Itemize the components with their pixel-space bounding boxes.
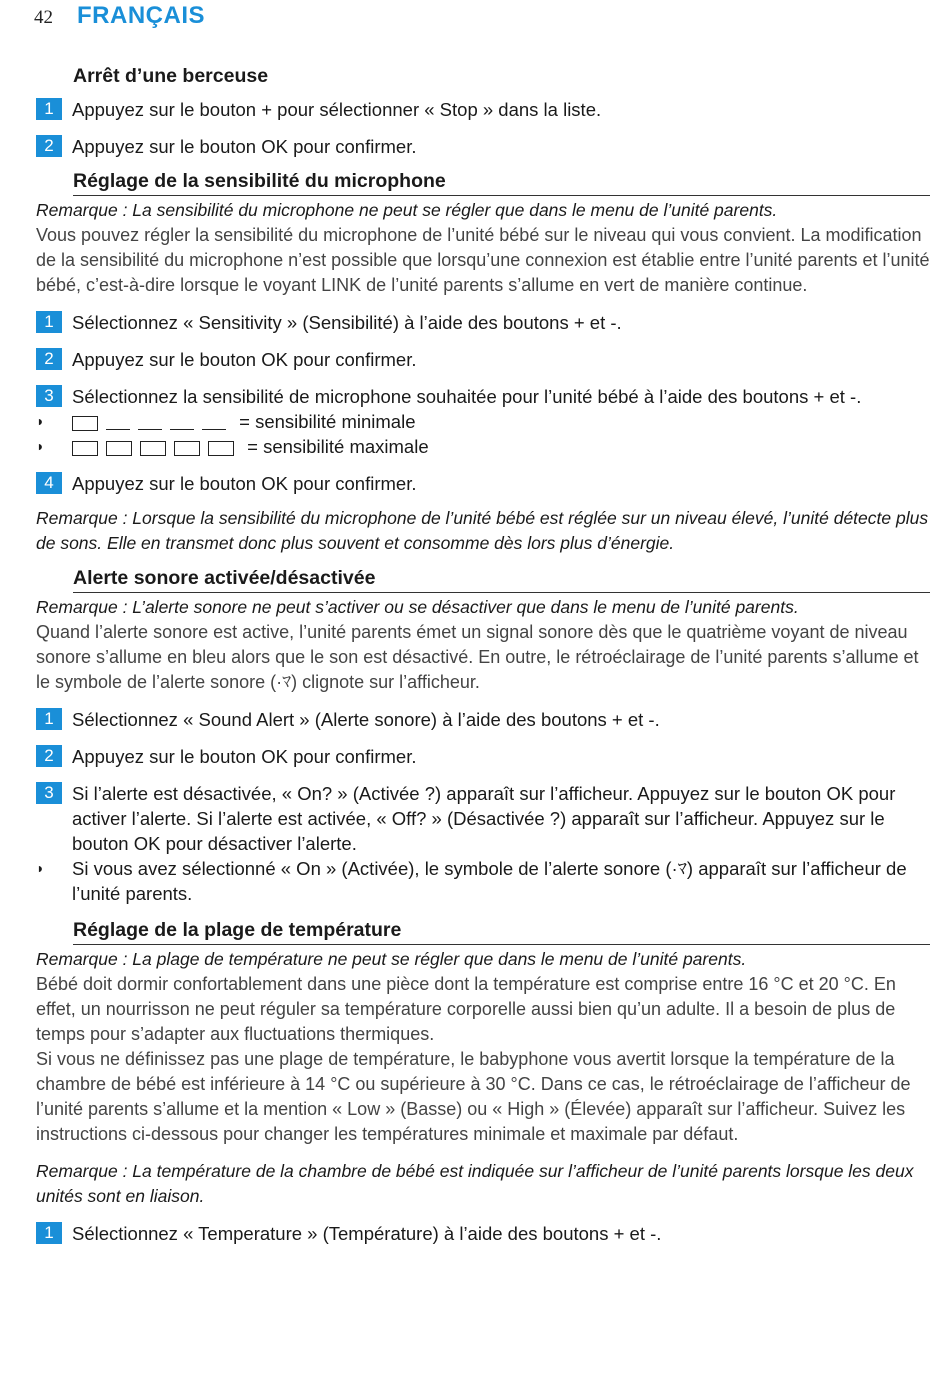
step [36,384,930,409]
step-text: Si l’alerte est désactivée, « On? » (Activée ?) apparaît sur l’afficheur. Appuyez sur le bouton OK pour activer l’alerte. Si l’alerte est activée, « Off? » (Désactivée ?) apparaît sur l’afficheur. Appuyez sur le bouton OK pour désactiver l’alerte. [72,783,896,854]
step [36,707,930,732]
page-header [34,2,205,32]
step-number: 2 [36,135,62,157]
step-text: Sélectionnez « Sensitivity » (Sensibilité) à l’aide des boutons + et -. [72,312,622,333]
step-text: Sélectionnez « Temperature » (Température) à l’aide des boutons + et -. [72,1223,662,1244]
step-text: Appuyez sur le bouton + pour sélectionner « Stop » dans la liste. [72,99,602,120]
step-number: 2 [36,745,62,767]
step-number: 2 [36,348,62,370]
step-number: 3 [36,385,62,407]
note: Remarque : La température de la chambre de bébé est indiquée sur l’afficheur de l’unité parents lorsque les deux unités sont en liaison. [36,1161,914,1206]
note: Remarque : Lorsque la sensibilité du microphone de l’unité bébé est réglée sur un niveau élevé, l’unité détecte plus de sons. Elle en transmet donc plus souvent et consomme dès lors plus d’énergie. [36,508,929,553]
paragraph: Vous pouvez régler la sensibilité du microphone de l’unité bébé sur le niveau qui vous convient. La modification de la sensibilité du microphone n’est possible que lorsqu’une connexion est établie entre l’unité parents et l’unité bébé, c’est-à-dire lorsque le voyant LINK de l’unité parents s’allume en vert de manière continue. [36,225,930,295]
step-number: 3 [36,782,62,804]
bullet-icon: ◗ [36,413,45,429]
paragraph: Quand l’alerte sonore est active, l’unité parents émet un signal sonore dès que le quatrième voyant de niveau sonore s’allume en bleu alors que le son est désactivé. En outre, le rétroéclairage de l’unité parents s’allume et le symbole de l’alerte sonore (·ﾏ) clignote sur l’afficheur. [36,622,919,692]
step-number: 1 [36,311,62,333]
step-number: 1 [36,708,62,730]
note: Remarque : La sensibilité du microphone ne peut se régler que dans le menu de l’unité parents. [36,200,778,220]
bullet-icon: ◗ [36,860,45,876]
page-content [36,60,930,1246]
language-title: FRANÇAIS [77,2,205,29]
step [36,97,930,122]
step-text: Sélectionnez « Sound Alert » (Alerte sonore) à l’aide des boutons + et -. [72,709,660,730]
step-text: Appuyez sur le bouton OK pour confirmer. [72,746,417,767]
note: Remarque : L’alerte sonore ne peut s’activer ou se désactiver que dans le menu de l’unité parents. [36,597,799,617]
page-number: 42 [34,7,53,28]
step [36,781,930,856]
bullet-text: Si vous avez sélectionné « On » (Activée), le symbole de l’alerte sonore (·ﾏ) apparaît sur l’afficheur de l’unité parents. [72,858,907,904]
bullet-sound-alert-on [36,856,930,906]
step [36,310,930,335]
heading-mic-sensitivity: Réglage de la sensibilité du microphone [73,165,930,196]
sensitivity-max-icon [72,441,234,456]
step-text: Appuyez sur le bouton OK pour confirmer. [72,349,417,370]
step [36,744,930,769]
heading-sound-alert: Alerte sonore activée/désactivée [73,562,930,593]
bullet-icon: ◗ [36,438,45,454]
bullet-text: = sensibilité minimale [239,411,416,432]
heading-temperature-range: Réglage de la plage de température [73,914,930,945]
step [36,1221,930,1246]
step-text: Sélectionnez la sensibilité de microphone souhaitée pour l’unité bébé à l’aide des boutons + et -. [72,386,862,407]
bullet-min-sensitivity [36,409,930,434]
sensitivity-min-icon [72,416,226,431]
step-text: Appuyez sur le bouton OK pour confirmer. [72,473,417,494]
step-number: 1 [36,1222,62,1244]
step [36,134,930,159]
bullet-text: = sensibilité maximale [247,436,429,457]
step-text: Appuyez sur le bouton OK pour confirmer. [72,136,417,157]
paragraph: Si vous ne définissez pas une plage de température, le babyphone vous avertit lorsque la température de la chambre de bébé est inférieure à 14 °C ou supérieure à 30 °C. Dans ce cas, le rétroéclairage de l’afficheur de l’unité parents s’allume et la mention « Low » (Basse) ou « High » (Élevée) apparaît sur l’afficheur. Suivez les instructions ci-dessous pour changer les températures minimale et maximale par défaut. [36,1049,911,1144]
note: Remarque : La plage de température ne peut se régler que dans le menu de l’unité parents. [36,949,747,969]
paragraph: Bébé doit dormir confortablement dans une pièce dont la température est comprise entre 16 °C et 20 °C. En effet, un nourrisson ne peut réguler sa température corporelle aussi bien qu’un adulte. Il a besoin de plus de temps pour s’adapter aux fluctuations thermiques. [36,974,896,1044]
step [36,471,930,496]
bullet-max-sensitivity [36,434,930,459]
step [36,347,930,372]
step-number: 1 [36,98,62,120]
heading-stop-lullaby: Arrêt d’une berceuse [73,65,269,87]
step-number: 4 [36,472,62,494]
